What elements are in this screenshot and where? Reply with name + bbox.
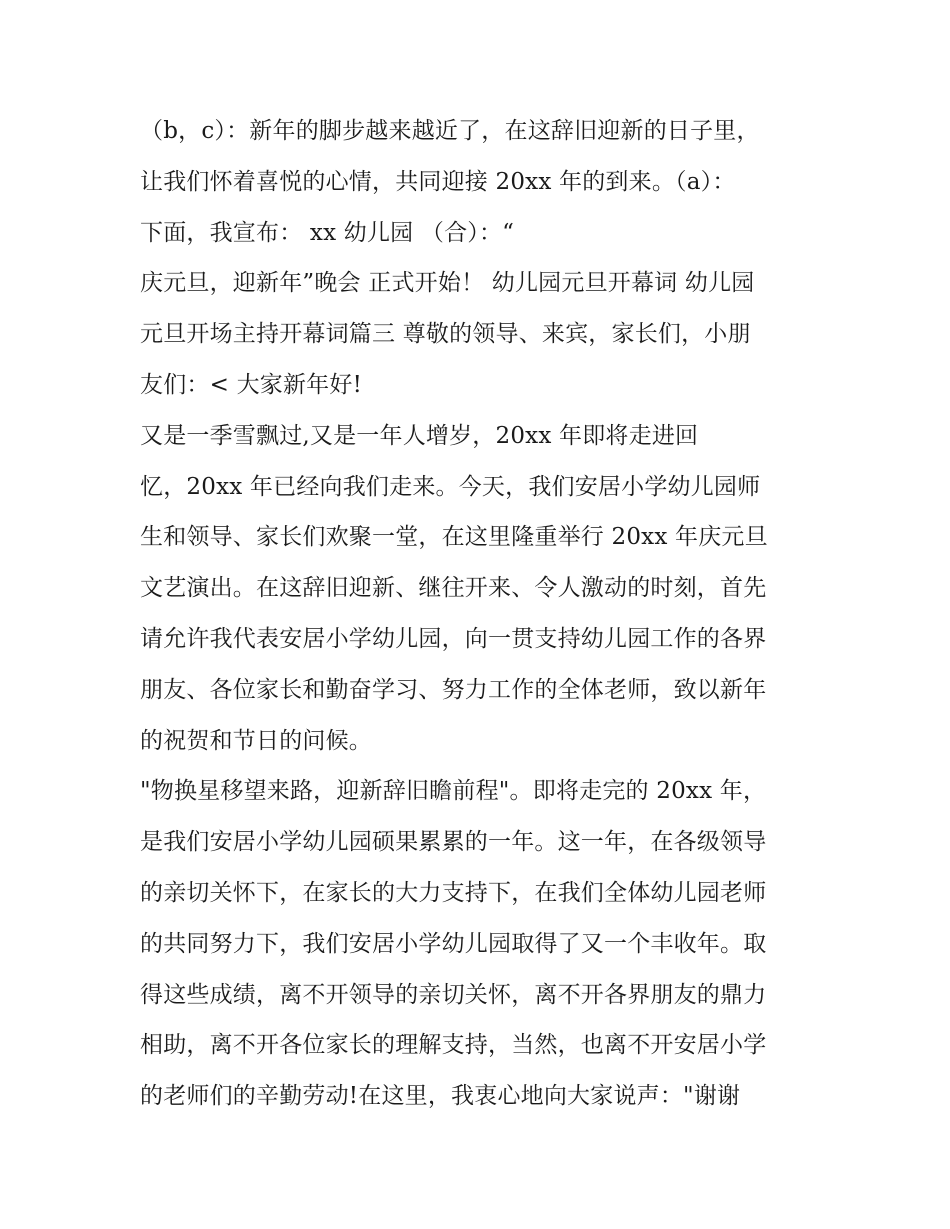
text-line: 文艺演出。在这辞旧迎新、继往开来、令人激动的时刻，首先 bbox=[140, 575, 767, 602]
document-body-text bbox=[140, 106, 830, 1122]
text-line: 的共同努力下，我们安居小学幼儿园取得了又一个丰收年。取 bbox=[140, 930, 767, 957]
text-line: 是我们安居小学幼儿园硕果累累的一年。这一年，在各级领导 bbox=[140, 829, 767, 856]
text-line: 相助，离不开各位家长的理解支持，当然，也离不开安居小学 bbox=[140, 1032, 767, 1059]
text-line: 庆元旦，迎新年”晚会 正式开始！ 幼儿园元旦开幕词 幼儿园 bbox=[140, 270, 755, 297]
text-line: 的祝贺和节日的问候。 bbox=[140, 727, 372, 754]
text-line: 得这些成绩，离不开领导的亲切关怀，离不开各界朋友的鼎力 bbox=[140, 981, 767, 1008]
text-line: 元旦开场主持开幕词篇三 尊敬的领导、来宾，家长们，小朋 bbox=[140, 321, 751, 348]
text-line: （b，c）：新年的脚步越来越近了，在这辞旧迎新的日子里， bbox=[140, 118, 760, 144]
text-line: 下面，我宣布： xx 幼儿园 （合）：“ bbox=[140, 219, 515, 246]
text-line: 生和领导、家长们欢聚一堂，在这里隆重举行 20xx 年庆元旦 bbox=[140, 524, 768, 551]
text-line: 的老师们的辛勤劳动!在这里，我衷心地向大家说声："谢谢 bbox=[140, 1083, 741, 1110]
text-line: 让我们怀着喜悦的心情，共同迎接 20xx 年的到来。（a）： bbox=[140, 168, 736, 195]
text-line: 的亲切关怀下，在家长的大力支持下，在我们全体幼儿园老师 bbox=[140, 879, 767, 906]
text-line: "物换星移望来路，迎新辞旧瞻前程"。即将走完的 20xx 年， bbox=[140, 778, 767, 805]
text-line: 请允许我代表安居小学幼儿园，向一贯支持幼儿园工作的各界 bbox=[140, 625, 767, 652]
text-line: 忆，20xx 年已经向我们走来。今天，我们安居小学幼儿园师 bbox=[140, 473, 761, 500]
text-line: 朋友、各位家长和勤奋学习、努力工作的全体老师，致以新年 bbox=[140, 676, 767, 703]
text-line: 又是一季雪飘过,又是一年人增岁，20xx 年即将走进回 bbox=[140, 422, 699, 449]
text-line: 友们：< 大家新年好! bbox=[140, 371, 363, 398]
